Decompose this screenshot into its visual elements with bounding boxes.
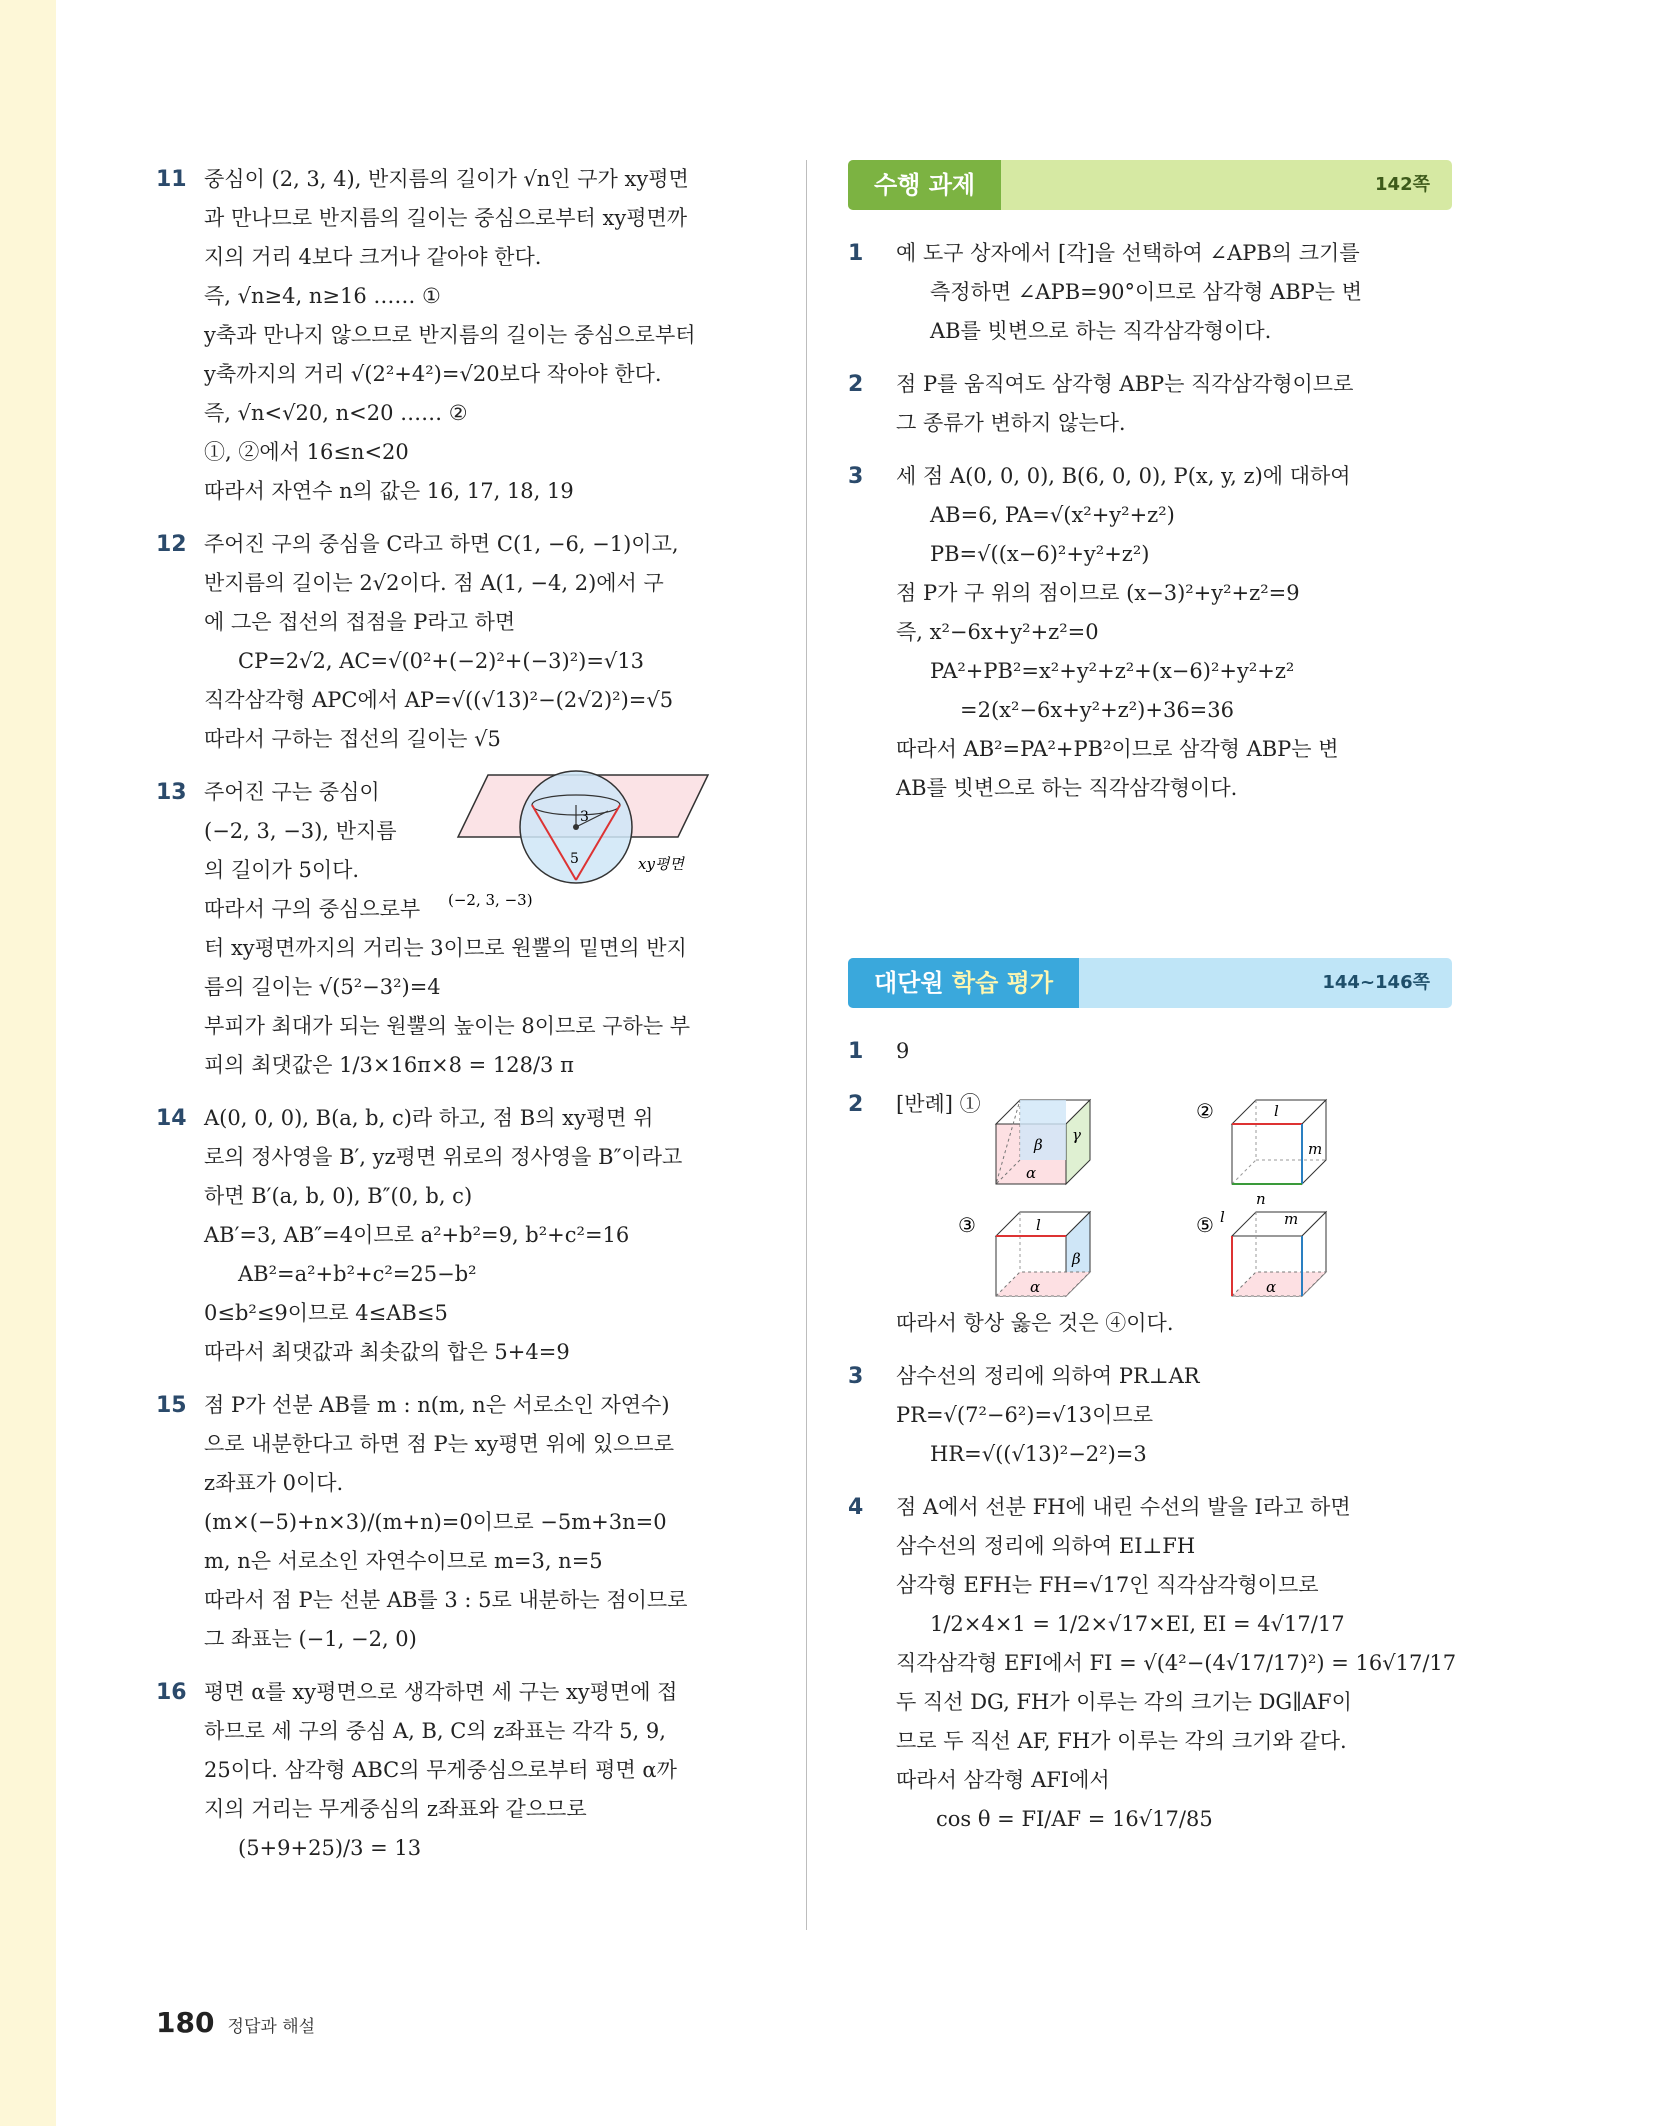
problem-number: 1 [848, 1039, 864, 1064]
text-line: AB를 빗변으로 하는 직각삼각형이다. [896, 776, 1238, 800]
cube-label: ⑤ [1196, 1213, 1214, 1237]
equation-line: =2(x²−6x+y²+z²)+36=36 [960, 698, 1234, 722]
equation-line: PB=√((x−6)²+y²+z²) [930, 542, 1150, 566]
column-divider [806, 160, 807, 1930]
section-title [848, 958, 1079, 1008]
problem-12 [156, 525, 756, 759]
page-footer [156, 2006, 315, 2039]
text-line: 름의 길이는 √(5²−3²)=4 [204, 975, 441, 999]
text-line: 즉, √n≥4, n≥16 …… ① [204, 284, 441, 308]
text-line: [반례] ① [896, 1092, 981, 1116]
text-line: 점 A에서 선분 FH에 내린 수선의 발을 I라고 하면 [896, 1495, 1351, 1519]
left-margin-band [0, 0, 56, 2126]
text-line: 반지름의 길이는 2√2이다. 점 A(1, −4, 2)에서 구 [204, 571, 664, 595]
text-line: 지의 거리 4보다 크거나 같아야 한다. [204, 245, 542, 269]
problem-14 [156, 1099, 756, 1372]
section-page-ref: 142쪽 [1375, 174, 1430, 195]
left-column [156, 160, 756, 1882]
svg-text:α: α [1026, 1164, 1037, 1182]
figure-label-3: 3 [580, 809, 589, 825]
text-line: 즉, x²−6x+y²+z²=0 [896, 620, 1099, 644]
svg-text:l: l [1036, 1216, 1041, 1234]
text-line: 점 P를 움직여도 삼각형 ABP는 직각삼각형이므로 [896, 372, 1354, 396]
text-line: y축까지의 거리 √(2²+4²)=√20보다 작아야 한다. [204, 362, 662, 386]
equation-line: PA²+PB²=x²+y²+z²+(x−6)²+y²+z² [930, 659, 1295, 683]
svg-text:n: n [1256, 1190, 1266, 1208]
problem-number: 15 [156, 1393, 187, 1418]
footer-label: 정답과 해설 [227, 2017, 316, 2037]
svg-text:α: α [1030, 1278, 1041, 1296]
section-title-part-a: 대단원 [874, 969, 944, 997]
figure-center-label: (−2, 3, −3) [448, 891, 533, 909]
text-line: 주어진 구는 중심이 [204, 780, 380, 804]
assessment-3 [848, 1357, 1452, 1474]
text-line: 점 P가 구 위의 점이므로 (x−3)²+y²+z²=9 [896, 581, 1300, 605]
text-line: AB를 빗변으로 하는 직각삼각형이다. [930, 319, 1272, 343]
problem-number: 2 [848, 372, 864, 397]
text-line: 터 xy평면까지의 거리는 3이므로 원뿔의 밑면의 반지 [204, 936, 687, 960]
text-line: 로의 정사영을 B′, yz평면 위로의 정사영을 B″이라고 [204, 1145, 683, 1169]
equation-line: cos θ = FI/AF = 16√17/85 [936, 1807, 1213, 1831]
text-line: 25이다. 삼각형 ABC의 무게중심으로부터 평면 α까 [204, 1758, 677, 1782]
text-line: 평면 α를 xy평면으로 생각하면 세 구는 xy평면에 접 [204, 1680, 678, 1704]
assessment-4 [848, 1488, 1457, 1839]
problem-number: 4 [848, 1495, 864, 1520]
text-line: 세 점 A(0, 0, 0), B(6, 0, 0), P(x, y, z)에 대하여 [896, 464, 1351, 488]
equation-line: (5+9+25)/3 = 13 [238, 1836, 422, 1860]
text-line: 과 만나므로 반지름의 길이는 중심으로부터 xy평면까 [204, 206, 688, 230]
text-line: 삼수선의 정리에 의하여 PR⊥AR [896, 1364, 1200, 1388]
text-line: 중심이 (2, 3, 4), 반지름의 길이가 √n인 구가 xy평면 [204, 167, 689, 191]
text-line: (−2, 3, −3), 반지름 [204, 819, 397, 843]
text-line: z좌표가 0이다. [204, 1471, 344, 1495]
cube-label: ② [1196, 1099, 1214, 1123]
problem-number: 3 [848, 464, 864, 489]
svg-text:γ: γ [1072, 1126, 1081, 1144]
problem-11 [156, 160, 756, 511]
problem-number: 14 [156, 1106, 187, 1131]
equation-line: AB=6, PA=√(x²+y²+z²) [930, 503, 1175, 527]
text-line: 하면 B′(a, b, 0), B″(0, b, c) [204, 1184, 473, 1208]
svg-text:m: m [1308, 1140, 1323, 1158]
text-line: 측정하면 ∠APB=90°이므로 삼각형 ABP는 변 [930, 280, 1363, 304]
text-line: 그 좌표는 (−1, −2, 0) [204, 1627, 417, 1651]
equation-line: 직각삼각형 EFI에서 FI = √(4²−(4√17/17)²) = 16√17/17 [896, 1651, 1457, 1675]
text-line: 두 직선 DG, FH가 이루는 각의 크기는 DG∥AF이 [896, 1690, 1352, 1714]
problem-16 [156, 1673, 756, 1868]
figure-plane-label: xy평면 [638, 855, 684, 873]
text-line: 따라서 최댓값과 최솟값의 합은 5+4=9 [204, 1340, 570, 1364]
equation-line: CP=2√2, AC=√(0²+(−2)²+(−3)²)=√13 [238, 649, 645, 673]
text-line: y축과 만나지 않으므로 반지름의 길이는 중심으로부터 [204, 323, 696, 347]
sphere-cone-figure [448, 765, 718, 915]
problem-number: 13 [156, 780, 187, 805]
text-line: 따라서 AB²=PA²+PB²이므로 삼각형 ABP는 변 [896, 737, 1339, 761]
section-header-performance-task [848, 160, 1452, 210]
page-number: 180 [156, 2006, 215, 2039]
text-line: 므로 두 직선 AF, FH가 이루는 각의 크기와 같다. [896, 1729, 1347, 1753]
text-line: 피의 최댓값은 1/3×16π×8 = 128/3 π [204, 1053, 574, 1077]
task-3 [848, 457, 1452, 808]
text-line: 부피가 최대가 되는 원뿔의 높이는 8이므로 구하는 부 [204, 1014, 691, 1038]
problem-number: 3 [848, 1364, 864, 1389]
text-line: 주어진 구의 중심을 C라고 하면 C(1, −6, −1)이고, [204, 532, 679, 556]
problem-number: 16 [156, 1680, 187, 1705]
equation-line: AB²=a²+b²+c²=25−b² [238, 1262, 477, 1286]
svg-text:α: α [1266, 1278, 1277, 1296]
text-line: 으로 내분한다고 하면 점 P는 xy평면 위에 있으므로 [204, 1432, 674, 1456]
text-line: 0≤b²≤9이므로 4≤AB≤5 [204, 1301, 448, 1325]
svg-text:β: β [1072, 1250, 1081, 1268]
text-line: 따라서 자연수 n의 값은 16, 17, 18, 19 [204, 479, 574, 503]
text-line: 지의 거리는 무게중심의 z좌표와 같으므로 [204, 1797, 587, 1821]
answer-line: 9 [896, 1039, 910, 1063]
text-line: A(0, 0, 0), B(a, b, c)라 하고, 점 B의 xy평면 위 [204, 1106, 654, 1130]
text-line: ①, ②에서 16≤n<20 [204, 440, 409, 464]
problem-13 [156, 773, 756, 1085]
equation-line: PR=√(7²−6²)=√13이므로 [896, 1403, 1154, 1427]
section-header-unit-assessment [848, 958, 1452, 1008]
section-page-ref: 144~146쪽 [1322, 972, 1430, 993]
section-title-part-b: 학습 평가 [951, 969, 1054, 997]
assessment-2 [848, 1085, 1452, 1343]
svg-text:β: β [1034, 1136, 1043, 1154]
figure-label-5: 5 [570, 851, 579, 867]
text-line: 의 길이가 5이다. [204, 858, 360, 882]
text-line: m, n은 서로소인 자연수이므로 m=3, n=5 [204, 1549, 603, 1573]
problem-15 [156, 1386, 756, 1659]
text-line: 예 도구 상자에서 [각]을 선택하여 ∠APB의 크기를 [896, 241, 1360, 265]
text-line: 그 종류가 변하지 않는다. [896, 411, 1126, 435]
task-1 [848, 234, 1452, 351]
text-line: 따라서 점 P는 선분 AB를 3 : 5로 내분하는 점이므로 [204, 1588, 688, 1612]
equation-line: 1/2×4×1 = 1/2×√17×EI, EI = 4√17/17 [930, 1612, 1345, 1636]
problem-number: 12 [156, 532, 187, 557]
section-title: 수행 과제 [848, 160, 1001, 210]
text-line: 직각삼각형 APC에서 AP=√((√13)²−(2√2)²)=√5 [204, 688, 674, 712]
problem-number: 11 [156, 167, 187, 192]
svg-text:l: l [1274, 1102, 1279, 1120]
text-line: 점 P가 선분 AB를 m : n(m, n은 서로소인 자연수) [204, 1393, 670, 1417]
assessment-1 [848, 1032, 1452, 1071]
text-line: 즉, √n<√20, n<20 …… ② [204, 401, 468, 425]
text-line: 따라서 구하는 접선의 길이는 √5 [204, 727, 501, 751]
text-line: AB′=3, AB″=4이므로 a²+b²=9, b²+c²=16 [204, 1223, 630, 1247]
text-line: 에 그은 접선의 접점을 P라고 하면 [204, 610, 516, 634]
text-line: 따라서 항상 옳은 것은 ④이다. [896, 1311, 1174, 1335]
text-line: 삼각형 EFH는 FH=√17인 직각삼각형이므로 [896, 1573, 1319, 1597]
svg-text:m: m [1284, 1210, 1299, 1228]
text-line: 따라서 구의 중심으로부 [204, 897, 421, 921]
problem-number: 2 [848, 1092, 864, 1117]
text-line: 따라서 삼각형 AFI에서 [896, 1768, 1110, 1792]
equation-line: (m×(−5)+n×3)/(m+n)=0이므로 −5m+3n=0 [204, 1510, 667, 1534]
task-2 [848, 365, 1452, 443]
cube-label: ③ [958, 1213, 976, 1237]
text-line: 삼수선의 정리에 의하여 EI⊥FH [896, 1534, 1196, 1558]
text-line: 하므로 세 구의 중심 A, B, C의 z좌표는 각각 5, 9, [204, 1719, 666, 1743]
equation-line: HR=√((√13)²−2²)=3 [930, 1442, 1147, 1466]
svg-text:l: l [1220, 1208, 1225, 1226]
right-column [848, 160, 1457, 1853]
problem-number: 1 [848, 241, 864, 266]
